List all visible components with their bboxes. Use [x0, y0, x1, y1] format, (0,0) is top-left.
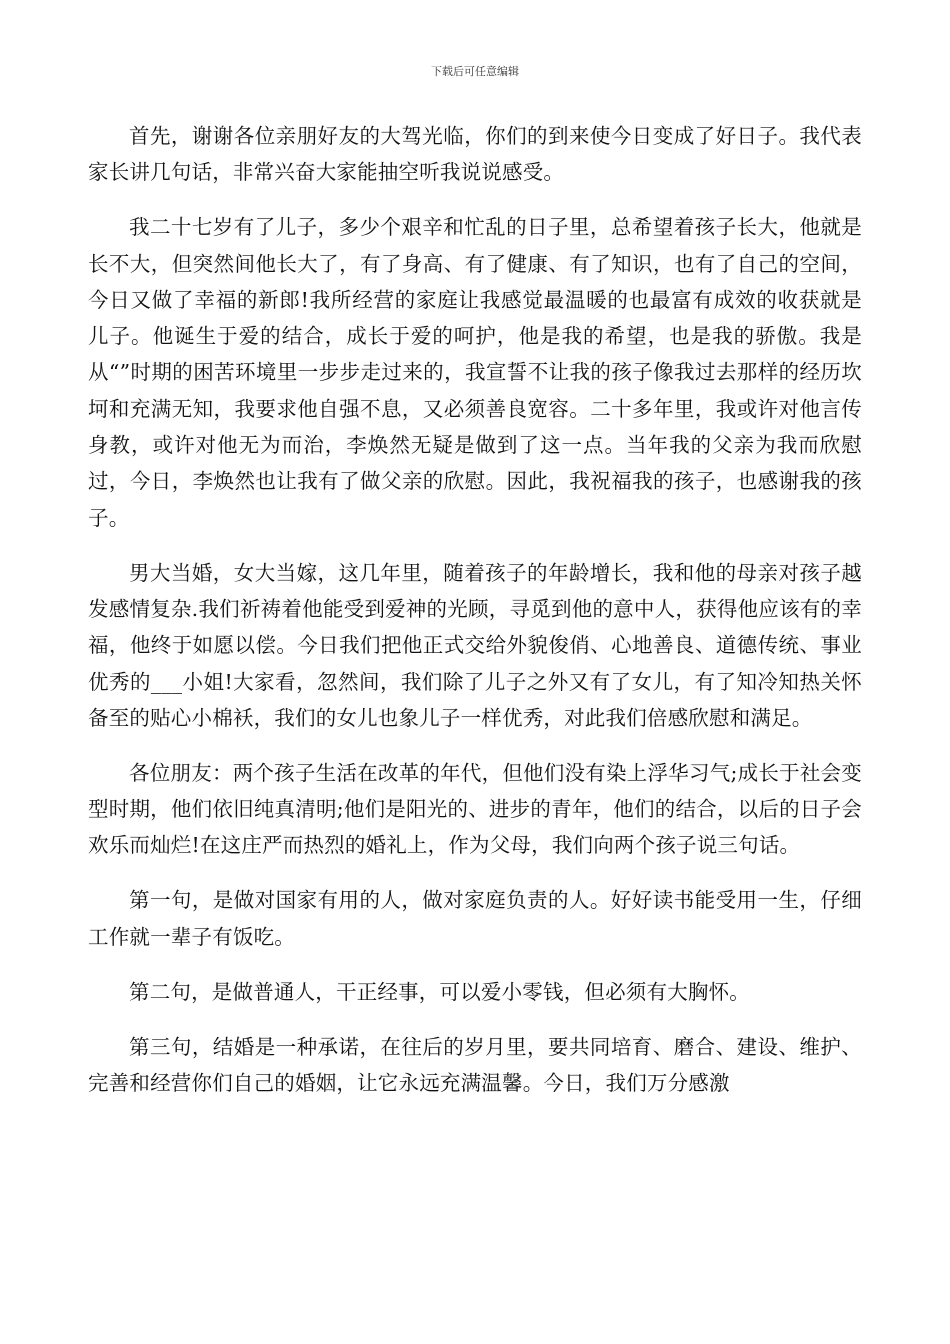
paragraph-3: 男大当婚，女大当嫁，这几年里，随着孩子的年龄增长，我和他的母亲对孩子越发感情复杂.我们祈祷着他能受到爱神的光顾，寻觅到他的意中人，获得他应该有的幸福，他终于如愿以偿。今日我们把他正式交给外貌俊俏、心地善良、道德传统、事业优秀的___小姐!大家看，忽然间，我们除了儿子之外又有了女儿，有了知冷知热关怀备至的贴心小棉袄，我们的女儿也象儿子一样优秀，对此我们倍感欣慰和满足。 — [88, 560, 862, 730]
document-body — [88, 118, 862, 1120]
paragraph-1: 首先，谢谢各位亲朋好友的大驾光临，你们的到来使今日变成了好日子。我代表家长讲几句话，非常兴奋大家能抽空听我说说感受。 — [88, 124, 862, 185]
paragraph-2: 我二十七岁有了儿子，多少个艰辛和忙乱的日子里，总希望着孩子长大，他就是长不大，但突然间他长大了，有了身高、有了健康、有了知识，也有了自己的空间，今日又做了幸福的新郎!我所经营的家庭让我感觉最温暖的也最富有成效的收获就是儿子。他诞生于爱的结合，成长于爱的呵护，他是我的希望，也是我的骄傲。我是从“”时期的困苦环境里一步步走过来的，我宣誓不让我的孩子像我过去那样的经历坎坷和充满无知，我要求他自强不息，又必须善良宽容。二十多年里，我或许对他言传身教，或许对他无为而治，李焕然无疑是做到了这一点。当年我的父亲为我而欣慰过，今日，李焕然也让我有了做父亲的欣慰。因此，我祝福我的孩子，也感谢我的孩子。 — [88, 215, 862, 530]
paragraph-5: 第一句，是做对国家有用的人，做对家庭负责的人。好好读书能受用一生，仔细工作就一辈子有饭吃。 — [88, 888, 862, 949]
paragraph-7: 第三句，结婚是一种承诺，在往后的岁月里，要共同培育、磨合、建设、维护、完善和经营你们自己的婚姻，让它永远充满温馨。今日，我们万分感激 — [88, 1034, 862, 1095]
page-header: 下载后可任意编辑 — [431, 65, 519, 78]
paragraph-4: 各位朋友：两个孩子生活在改革的年代，但他们没有染上浮华习气;成长于社会变型时期，他们依旧纯真清明;他们是阳光的、进步的青年，他们的结合，以后的日子会欢乐而灿烂!在这庄严而热烈的婚礼上，作为父母，我们向两个孩子说三句话。 — [88, 760, 862, 858]
paragraph-6: 第二句，是做普通人，干正经事，可以爱小零钱，但必须有大胸怀。 — [129, 979, 750, 1004]
